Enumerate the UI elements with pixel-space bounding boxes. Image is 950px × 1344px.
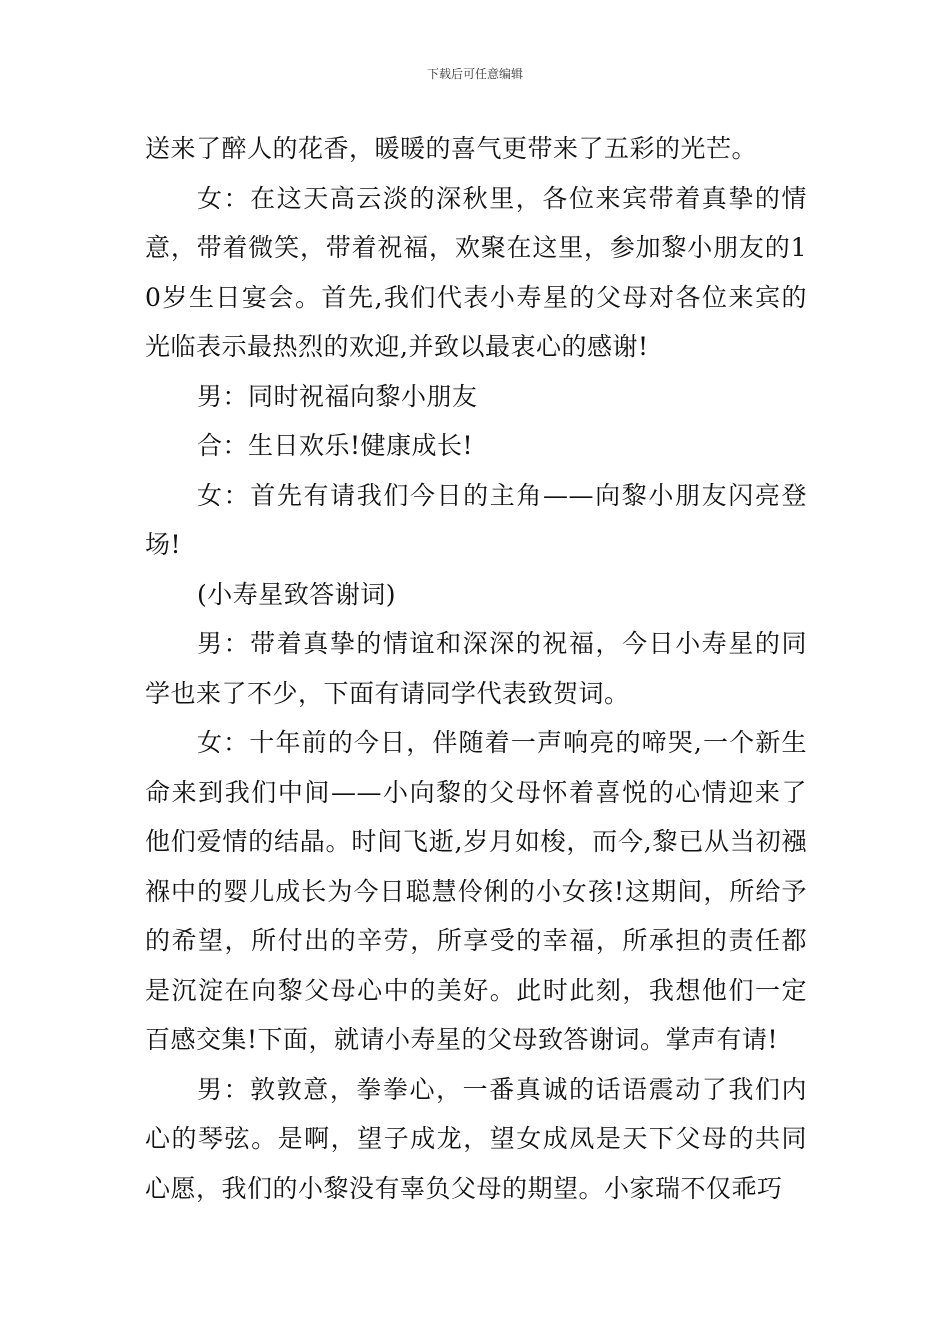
- paragraph: 送来了醉人的花香，暖暖的喜气更带来了五彩的光芒。: [145, 134, 758, 163]
- paragraph: 合：生日欢乐!健康成长!: [197, 431, 474, 460]
- page-header-note: 下载后可任意编辑: [426, 67, 523, 81]
- paragraph: 女：在这天高云淡的深秋里，各位来宾带着真挚的情意，带着微笑，带着祝福，欢聚在这里，参加黎小朋友的10岁生日宴会。首先,我们代表小寿星的父母对各位来宾的光临表示最热烈的欢迎,并致以最衷心的感谢!: [145, 183, 807, 361]
- paragraph: 男：同时祝福向黎小朋友: [197, 381, 478, 411]
- paragraph: 女：首先有请我们今日的主角——向黎小朋友闪亮登场!: [145, 480, 807, 559]
- paragraph: 男：带着真挚的情谊和深深的祝福，今日小寿星的同学也来了不少，下面有请同学代表致贺词。: [145, 629, 807, 708]
- paragraph: 女：十年前的今日，伴随着一声响亮的啼哭,一个新生命来到我们中间——小向黎的父母怀着喜悦的心情迎来了他们爱情的结晶。时间飞逝,岁月如梭，而今,黎已从当初襁褓中的婴儿成长为今日聪慧伶俐的小女孩!这期间，所给予的希望，所付出的辛劳，所享受的幸福，所承担的责任都是沉淀在向黎父母心中的美好。此时此刻，我想他们一定百感交集!下面，就请小寿星的父母致答谢词。掌声有请!: [145, 728, 807, 1054]
- paragraph: (小寿星致答谢词): [197, 579, 397, 609]
- document-body: [145, 124, 807, 1213]
- paragraph: 男：敦敦意，拳拳心，一番真诚的话语震动了我们内心的琴弦。是啊，望子成龙，望女成凤是天下父母的共同心愿，我们的小黎没有辜负父母的期望。小家瑞不仅乖巧: [145, 1074, 807, 1203]
